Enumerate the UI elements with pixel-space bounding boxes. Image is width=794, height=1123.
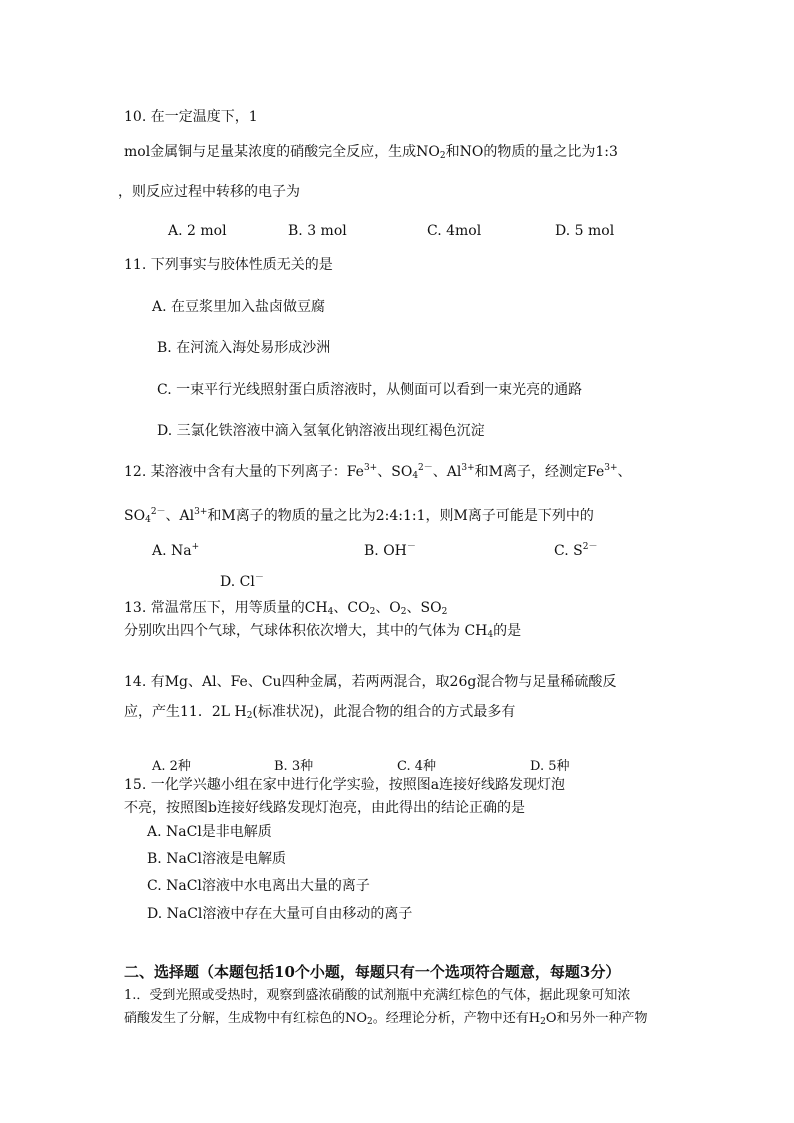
ch4-subscript-2: 4 [487, 630, 494, 640]
q13-line-1-text-d: 、SO [406, 600, 442, 616]
q14-line-2-text-a: 应，产生11．2L H [124, 704, 247, 720]
q12-line-1 [124, 463, 632, 481]
q12-option-c-text: C. S [554, 543, 583, 559]
q11-option-b: B. 在河流入海处易形成沙洲 [157, 340, 331, 356]
al-charge-2: 3+ [194, 507, 208, 517]
q12-line-2-text-c: 和M离子的物质的量之比为2:4:1:1，则M离子可能是下列中的 [207, 508, 594, 524]
q14-option-b: B. 3种 [274, 759, 314, 774]
cl-charge: － [254, 573, 264, 583]
o2-subscript: 2 [400, 607, 407, 617]
oh-charge: － [406, 542, 416, 552]
q10-option-b: B. 3 mol [288, 223, 347, 239]
so2-subscript: 2 [441, 607, 448, 617]
q13-line-2 [124, 622, 521, 640]
so4-charge: 2－ [418, 463, 433, 473]
q13-line-1-text-a: 13. 常温常压下，用等质量的CH [124, 600, 328, 616]
q12-line-1-text-b: 、SO [377, 464, 413, 480]
na-charge: + [191, 542, 200, 552]
q14-line-2 [124, 703, 515, 721]
q13-line-1 [124, 599, 447, 617]
q14-line-1: 14. 有Mg、Al、Fe、Cu四种金属，若两两混合，取26g混合物与足量稀硫酸反 [124, 674, 617, 690]
q12-option-d [220, 573, 264, 591]
q15-option-a: A. NaCl是非电解质 [147, 824, 272, 840]
section-2-q1-line-2-text-b: 。经理论分析，产物中还有H [372, 1011, 541, 1026]
q11-stem: 11. 下列事实与胶体性质无关的是 [124, 257, 333, 273]
q12-line-1-text-a: 12. 某溶液中含有大量的下列离子：Fe [124, 464, 364, 480]
ch4-subscript: 4 [327, 607, 334, 617]
q10-line-2-text-b: 和NO的物质的量之比为1:3 [445, 144, 618, 160]
section-2-q1-line-2 [124, 1010, 648, 1028]
q13-line-2-text-a: 分别吹出四个气球，气球体积依次增大，其中的气体为 CH [124, 623, 488, 639]
q10-line-3: ，则反应过程中转移的电子为 [118, 184, 300, 200]
q11-option-d: D. 三氯化铁溶液中滴入氢氧化钠溶液出现红褐色沉淀 [157, 423, 485, 439]
h2o-subscript: 2 [540, 1017, 546, 1027]
so4-subscript: 4 [412, 471, 419, 481]
section-2-heading: 二、选择题（本题包括10个小题，每题只有一个选项符合题意，每题3分） [124, 963, 621, 981]
q15-line-1: 15. 一化学兴趣小组在家中进行化学实验，按照图a连接好线路发现灯泡 [124, 777, 566, 793]
q12-line-2-text-b: 、Al [165, 508, 195, 524]
al-charge: 3+ [461, 463, 475, 473]
fe-charge-2: 3+ [604, 463, 618, 473]
q15-option-c: C. NaCl溶液中水电离出大量的离子 [147, 878, 370, 894]
q12-option-a-text: A. Na [152, 543, 192, 559]
q10-line-2 [124, 143, 618, 161]
q10-option-c: C. 4mol [427, 223, 482, 239]
co2-subscript: 2 [369, 607, 376, 617]
q12-line-1-text-c: 、Al [432, 464, 462, 480]
q15-line-2: 不亮，按照图b连接好线路发现灯泡亮，由此得出的结论正确的是 [124, 800, 525, 816]
q12-option-b [364, 542, 416, 560]
fe-charge: 3+ [363, 463, 378, 473]
q15-option-d: D. NaCl溶液中存在大量可自由移动的离子 [147, 906, 413, 922]
q15-option-b: B. NaCl溶液是电解质 [147, 851, 286, 867]
s-charge: 2－ [582, 542, 598, 552]
section-2-q1-line-1: 1.．受到光照或受热时，观察到盛浓硝酸的试剂瓶中充满红棕色的气体，据此现象可知浓 [124, 988, 631, 1003]
q10-line-1: 10. 在一定温度下，1 [124, 109, 258, 125]
q10-line-2-text-a: mol金属铜与足量某浓度的硝酸完全反应，生成NO [124, 144, 440, 160]
q12-line-2 [124, 507, 594, 525]
q14-line-2-text-b: (标准状况)，此混合物的组合的方式最多有 [252, 704, 516, 720]
q13-line-2-text-b: 的是 [493, 623, 522, 639]
so4-subscript-2: 4 [145, 515, 151, 525]
q12-option-d-text: D. Cl [220, 574, 255, 590]
no2-subscript-2: 2 [367, 1017, 373, 1027]
q14-option-a: A. 2种 [152, 759, 191, 774]
q10-option-d: D. 5 mol [555, 223, 615, 239]
q11-option-c: C. 一束平行光线照射蛋白质溶液时，从侧面可以看到一束光亮的通路 [157, 382, 583, 398]
q12-option-a [152, 542, 199, 560]
q13-line-1-text-c: 、O [375, 600, 401, 616]
q13-line-1-text-b: 、CO [333, 600, 370, 616]
q12-option-c [554, 542, 597, 560]
no2-subscript: 2 [439, 151, 446, 161]
q12-line-1-text-d: 和M离子，经测定Fe [474, 464, 605, 480]
q14-option-d: D. 5种 [530, 759, 570, 774]
q14-option-c: C. 4种 [397, 759, 437, 774]
so4-charge-2: 2－ [150, 507, 166, 517]
section-2-q1-line-2-text-c: O和另外一种产物 [545, 1011, 648, 1026]
q12-option-b-text: B. OH [364, 543, 407, 559]
q10-option-a: A. 2 mol [168, 223, 227, 239]
q11-option-a: A. 在豆浆里加入盐卤做豆腐 [152, 299, 326, 315]
h2-subscript: 2 [246, 711, 253, 721]
section-2-q1-line-2-text-a: 硝酸发生了分解，生成物中有红棕色的NO [124, 1011, 368, 1026]
q12-line-1-text-e: 、 [617, 464, 632, 480]
q12-line-2-text-a: SO [124, 508, 146, 524]
